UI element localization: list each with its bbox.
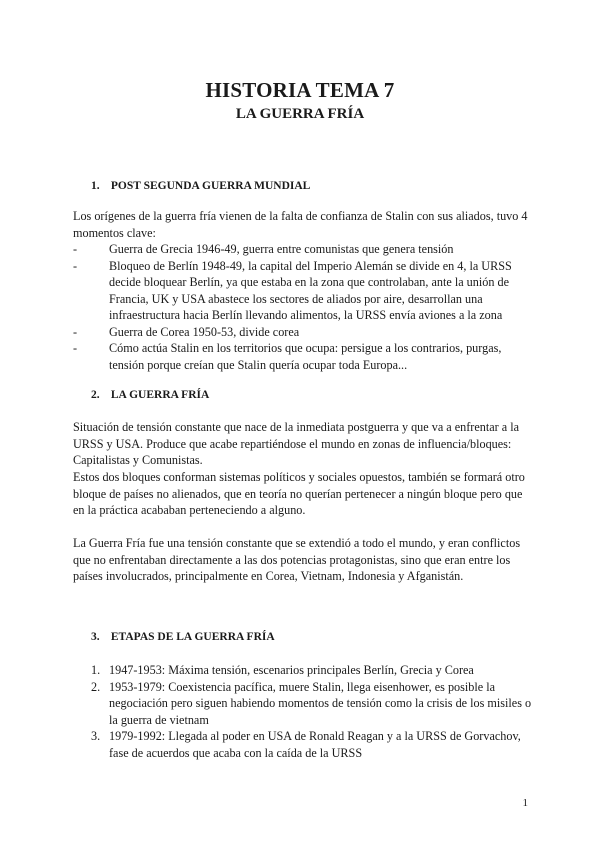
list-item-text: Bloqueo de Berlín 1948-49, la capital del Imperio Alemán se divide en 4, la URSS decide bloquear Berlín, ya que estaba en la zona que controlaban, ante la unión de Francia, UK y USA abastece los sectores de aliados por aire, desarrollan una infraestructura hacia Berlín llevando alimentos, la URSS envía aviones a la zona xyxy=(109,258,512,322)
list-number: 3. xyxy=(91,729,101,743)
list-item xyxy=(91,679,533,729)
section-1-number: 1. xyxy=(91,180,100,192)
list-item xyxy=(73,241,533,258)
list-item-text: Guerra de Corea 1950-53, divide corea xyxy=(109,324,300,339)
document-title: HISTORIA TEMA 7 xyxy=(205,78,395,102)
dash-marker: - xyxy=(73,242,78,256)
dash-marker: - xyxy=(73,324,78,339)
list-item xyxy=(91,662,533,679)
section-2-paragraph-1: Situación de tensión constante que nace de la inmediata postguerra y que va a enfrentar a la URSS y USA. Produce que acabe repartiéndose el mundo en zonas de influencia/bloques: Capitalistas y Comunistas. xyxy=(73,420,520,467)
section-2-number: 2. xyxy=(91,389,100,401)
section-3-title: ETAPAS DE LA GUERRA FRÍA xyxy=(110,631,275,643)
section-1-title: POST SEGUNDA GUERRA MUNDIAL xyxy=(110,180,311,192)
list-item xyxy=(73,258,533,324)
document-subtitle: LA GUERRA FRÍA xyxy=(235,106,365,122)
list-item-text: 1979-1992: Llegada al poder en USA de Ronald Reagan y a la URSS de Gorvachov, fase de acuerdos que acaba con la caída de la URSS xyxy=(109,729,521,760)
list-item-text: 1947-1953: Máxima tensión, escenarios principales Berlín, Grecia y Corea xyxy=(109,663,474,677)
list-item-text: 1953-1979: Coexistencia pacífica, muere Stalin, llega eisenhower, es posible la negociación pero siguen habiendo momentos de tensión como la crisis de los misiles o la guerra de vietnam xyxy=(109,679,532,727)
list-item xyxy=(73,324,533,341)
section-3-list xyxy=(91,662,533,761)
list-item xyxy=(73,340,533,373)
section-2-paragraph-3: La Guerra Fría fue una tensión constante que se extendió a todo el mundo, y eran conflictos que no enfrentaban directamente a las dos potencias protagonistas, sino que eran entre los países involucrados, principalmente en Corea, Vietnam, Indonesia y Afganistán. xyxy=(73,536,521,583)
list-item xyxy=(91,728,533,761)
dash-marker: - xyxy=(73,258,78,273)
section-3-number: 3. xyxy=(91,631,100,643)
section-3-heading xyxy=(91,631,275,643)
section-1-heading xyxy=(91,180,310,192)
list-item-text: Guerra de Grecia 1946-49, guerra entre comunistas que genera tensión xyxy=(109,242,454,256)
section-1-intro: Los orígenes de la guerra fría vienen de la falta de confianza de Stalin con sus aliados, tuvo 4 momentos clave: xyxy=(73,209,528,240)
page-number: 1 xyxy=(522,797,528,809)
dash-marker: - xyxy=(73,341,78,355)
list-number: 1. xyxy=(91,663,101,677)
section-2-paragraph-2: Estos dos bloques conforman sistemas políticos y sociales opuestos, también se formará otro bloque de países no alienados, que en teoría no querían pertenecer a ningún bloque pero que en la práctica acababan perteneciendo a alguno. xyxy=(73,470,525,517)
list-number: 2. xyxy=(91,679,101,694)
list-item-text: Cómo actúa Stalin en los territorios que ocupa: persigue a los contrarios, purgas, tensión porque creían que Stalin quería ocupar toda Europa... xyxy=(109,341,502,372)
section-2-title: LA GUERRA FRÍA xyxy=(110,389,210,401)
section-1-list xyxy=(73,241,533,373)
section-2-heading xyxy=(91,389,209,401)
